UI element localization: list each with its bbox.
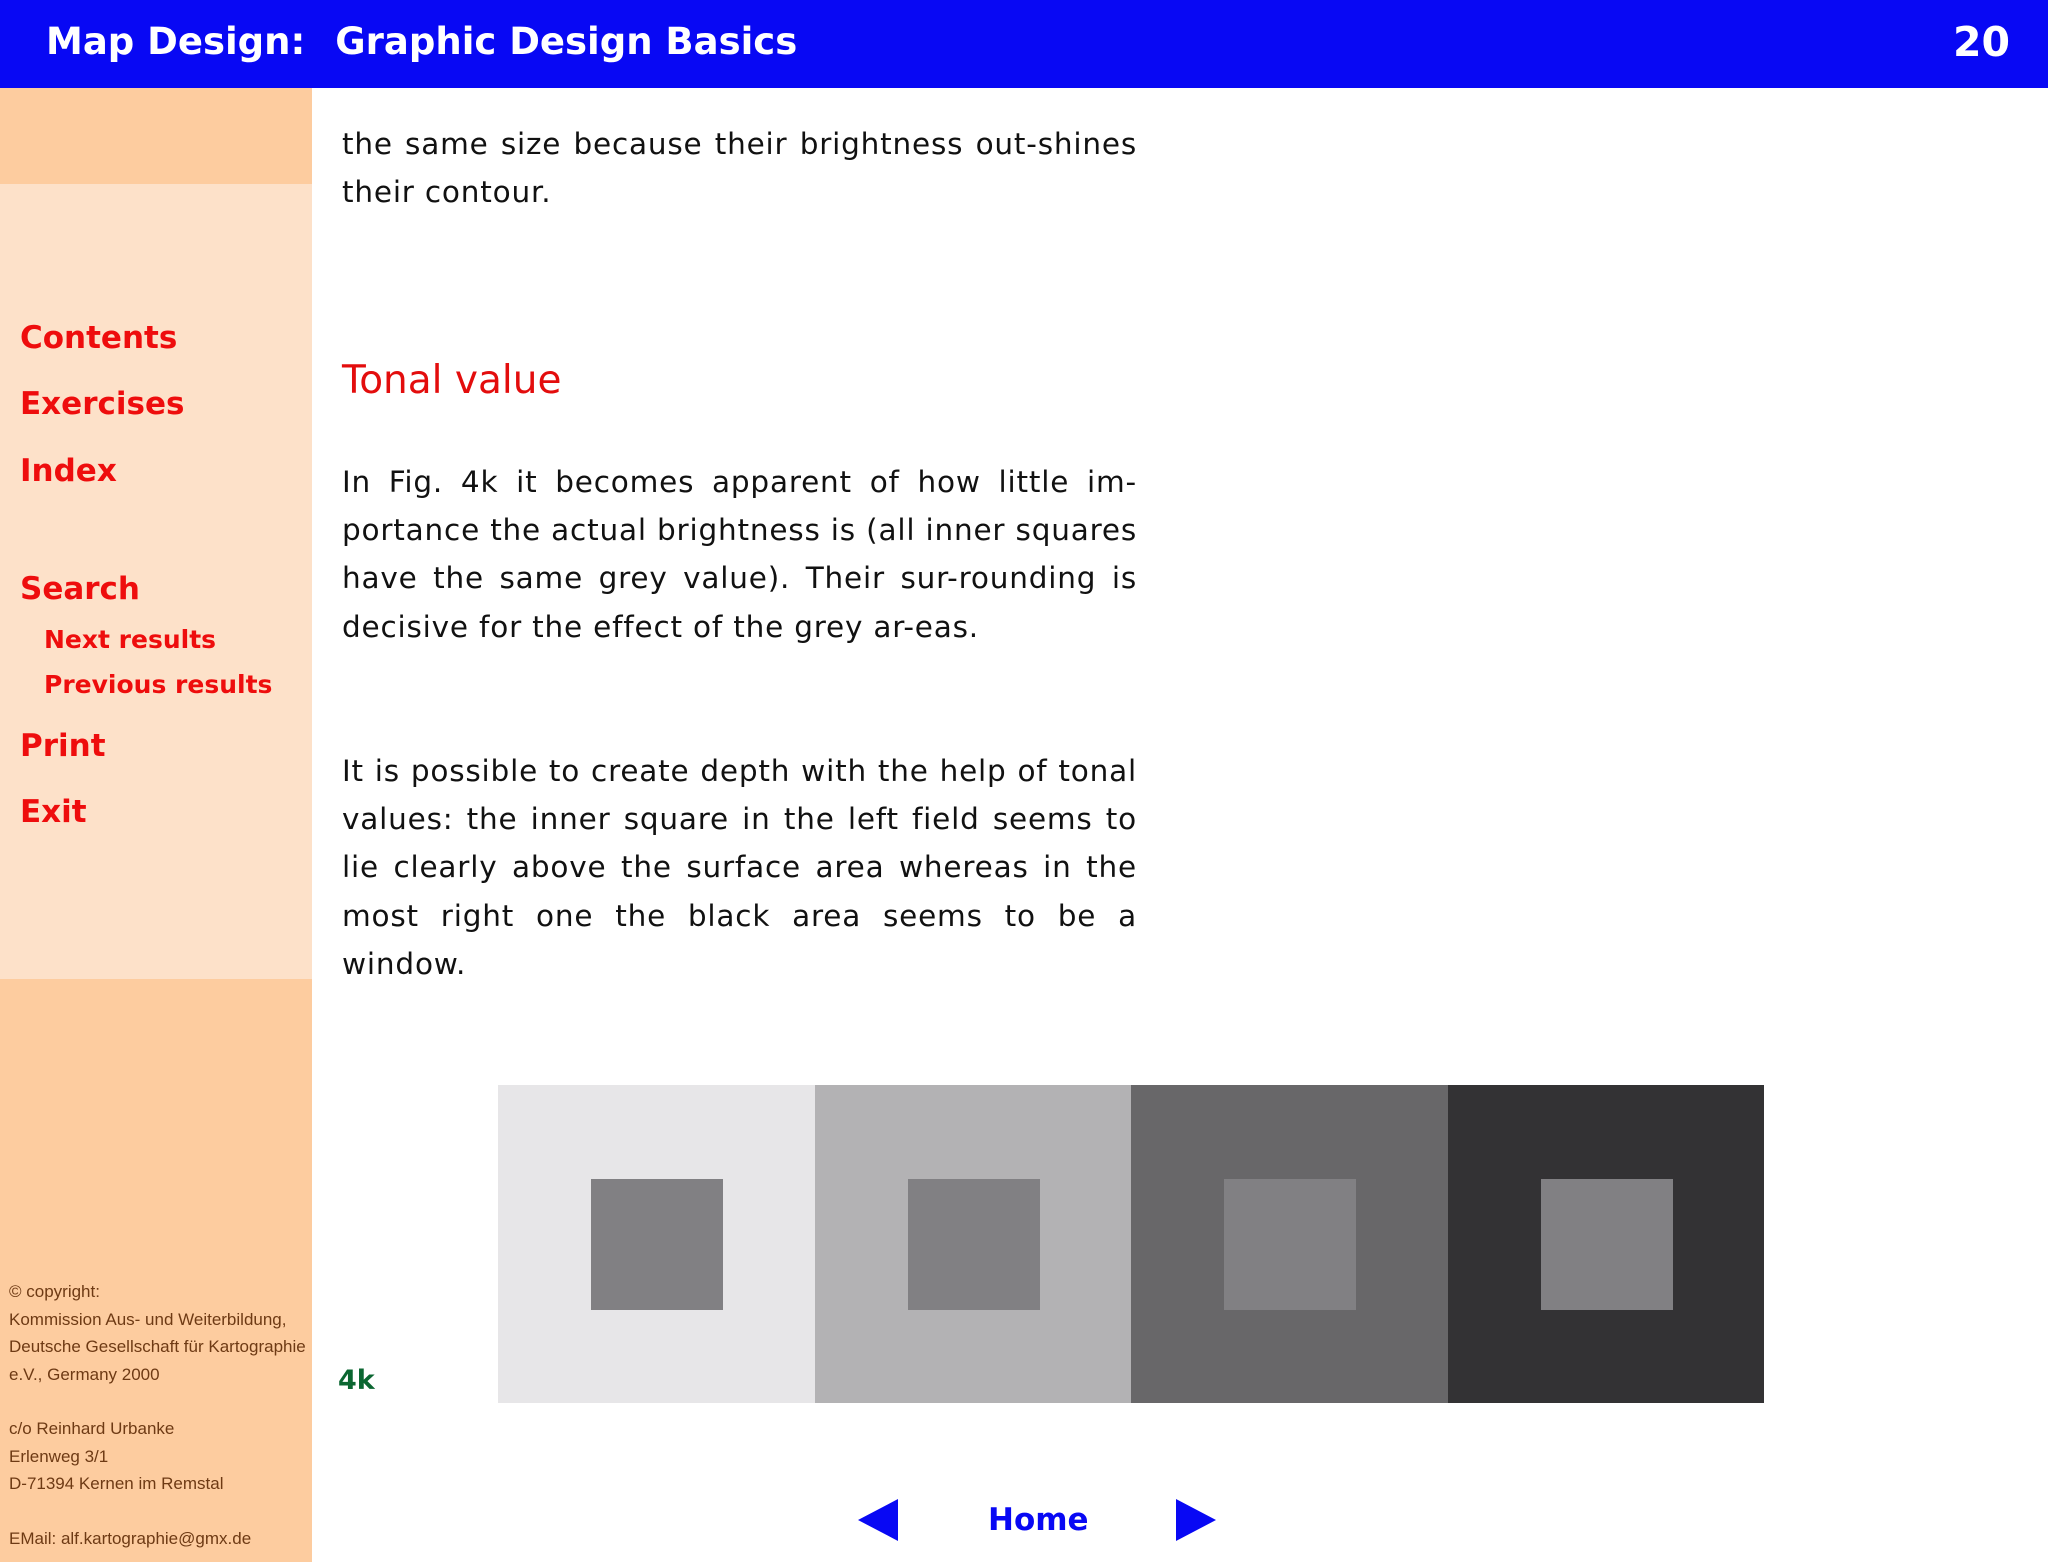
email-line[interactable]: EMail: alf.kartographie@gmx.de	[9, 1528, 252, 1548]
figure-label: 4k	[338, 1365, 375, 1396]
figure-inner-square-1	[591, 1179, 723, 1310]
nav-print-link[interactable]: Print	[20, 728, 106, 764]
address-line: D-71394 Kernen im Remstal	[9, 1474, 224, 1493]
figure-inner-square-3	[1224, 1179, 1356, 1310]
nav-index-link[interactable]: Index	[20, 453, 117, 489]
page-number: 20	[1952, 18, 2010, 66]
nav-exercises-link[interactable]: Exercises	[20, 386, 185, 422]
copyright-line: Kommission Aus- und Weiterbildung,	[9, 1309, 287, 1329]
header-subtitle: Graphic Design Basics	[335, 20, 798, 63]
nav-search-link[interactable]: Search	[20, 571, 141, 607]
next-page-arrow-icon[interactable]	[1176, 1499, 1216, 1541]
copyright-line: Deutsche Gesellschaft für Kartographie	[9, 1337, 306, 1356]
body-paragraph-2: It is possible to create depth with the help of tonal values: the inner square in the left field seems to lie clearly above the surface area whereas in the most right one the black area seems to be a window.	[342, 754, 1137, 981]
tonal-value-figure	[498, 1085, 1764, 1403]
header-main-title: Map Design:	[46, 20, 306, 63]
nav-previous-results-link[interactable]: Previous results	[44, 670, 273, 699]
figure-inner-square-4	[1541, 1179, 1673, 1310]
header-bar	[0, 0, 2048, 88]
figure-inner-square-2	[908, 1179, 1040, 1310]
home-link[interactable]: Home	[988, 1502, 1089, 1538]
copyright-line: © copyright:	[9, 1282, 100, 1301]
figure-panel-3	[1131, 1085, 1448, 1403]
figure-panel-4	[1448, 1085, 1765, 1403]
header-title	[46, 20, 797, 63]
figure-panel-1	[498, 1085, 815, 1403]
address-line: Erlenweg 3/1	[9, 1446, 109, 1466]
body-paragraph-1: In Fig. 4k it becomes apparent of how little im-portance the actual brightness is (all inner squares have the same grey value). Their sur-rounding is decisive for the effect of the grey ar-eas.	[342, 465, 1138, 644]
nav-next-results-link[interactable]: Next results	[44, 625, 217, 654]
intro-paragraph: the same size because their brightness out-shines their contour.	[342, 127, 1137, 210]
copyright-block	[9, 1278, 309, 1552]
section-title: Tonal value	[342, 358, 562, 403]
figure-panel-2	[815, 1085, 1132, 1403]
address-line: c/o Reinhard Urbanke	[9, 1419, 175, 1438]
nav-exit-link[interactable]: Exit	[20, 794, 87, 830]
copyright-line: e.V., Germany 2000	[9, 1364, 160, 1384]
previous-page-arrow-icon[interactable]	[858, 1499, 898, 1541]
nav-contents-link[interactable]: Contents	[20, 320, 178, 356]
